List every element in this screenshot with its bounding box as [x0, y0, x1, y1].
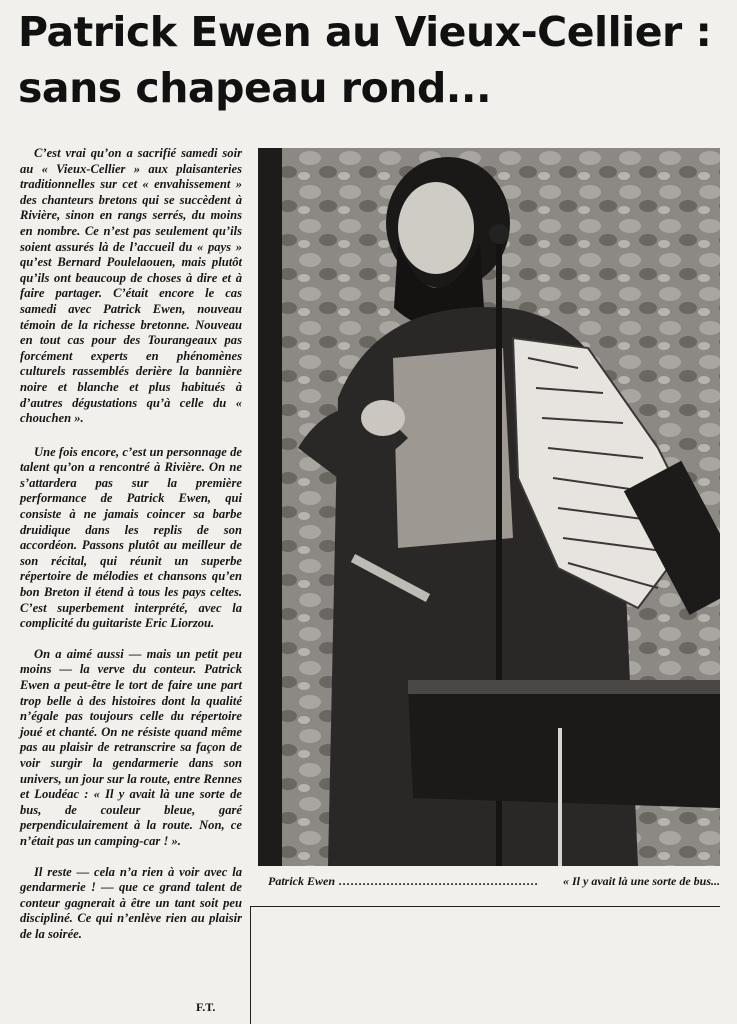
caption-name: Patrick Ewen [268, 874, 336, 888]
article-body [20, 146, 242, 958]
accordion-player-photo-icon [258, 148, 720, 866]
caption-quote: « Il y avait là une sorte de bus... [562, 874, 720, 888]
article-paragraph: Il reste — cela n’a rien à voir avec la gendarmerie ! — que ce grand talent de conteur gagnerait à être un tant soit peu discipliné. Ce qui n’enlève rien au plaisir de la soirée. [20, 864, 242, 941]
divider-horizontal [250, 906, 720, 907]
headline-line-1: Patrick Ewen au Vieux-Cellier : [18, 8, 712, 56]
caption-dots: .................................................. [339, 874, 540, 888]
photo-caption [268, 874, 720, 889]
signature: F.T. [196, 1000, 216, 1014]
headline-line-2: sans chapeau rond... [18, 64, 492, 112]
article-paragraph: C’est vrai qu’on a sacrifié samedi soir au « Vieux-Cellier » aux plaisanteries traditionnelles sur cet « envahissement » des chanteurs bretons qui se succèdent à Rivière, sinon en rangs serrés, du moins en nombre. Ce n’est pas seulement qu’ils soient assurés là de l’accueil du « pays » qu’est Bernard Poulelaouen, mais plutôt qu’ils ont beaucoup de choses à dire et à faire partager. C’était encore le cas samedi avec Patrick Ewen, nouveau témoin de la richesse bretonne. Nouveau en tout cas pour des Tourangeaux pas forcément experts en phénomènes culturels rassemblés derière la bannière noire et blanche et plus habitués à d’autres dégustations qu’à celle du « chouchen ». [20, 146, 242, 426]
article-paragraph: Une fois encore, c’est un personnage de talent qu’on a rencontré à Rivière. On ne s’attardera pas sur la première performance de Patrick Ewen, qui consiste à ne jamais coincer sa barbe druidique dans les replis de son accordéon. Passons plutôt au meilleur de son récital, qui réunit un superbe répertoire de mélodies et chansons qu’en bon Breton il étend à tous les pays celtes. C’est superbement interprété, avec la complicité du guitariste Eric Liorzou. [20, 444, 242, 631]
divider-vertical [250, 906, 251, 1024]
article-paragraph: On a aimé aussi — mais un petit peu moins — la verve du conteur. Patrick Ewen a peut-être le tort de faire une part trop belle à des histoires dont la qualité n’égale pas toujours celle du répertoire joué et chanté. On ne résiste quand même pas au plaisir de retranscrire sa façon de voir surgir la gendarmerie dans son univers, un jour sur la route, entre Rennes et Loudéac : « Il y avait là une sorte de bus, de couleur bleue, garé perpendiculairement à la route. Non, ce n’était pas un camping-car ! ». [20, 646, 242, 848]
headline [18, 4, 730, 116]
